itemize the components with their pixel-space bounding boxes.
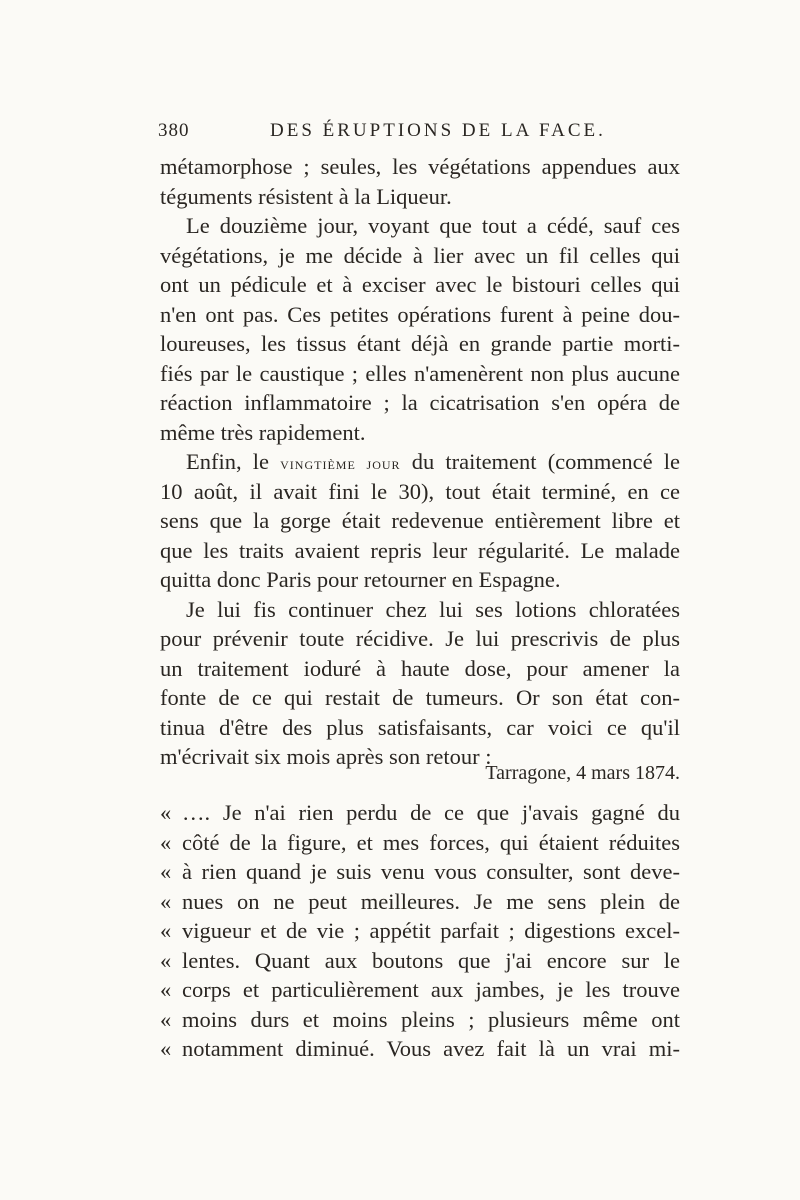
text-line: tinua d'être des plus satisfaisants, car voici ce qu'il xyxy=(160,714,680,740)
text-fragment: du traitement (commencé le xyxy=(411,449,681,474)
body-text xyxy=(160,152,680,772)
text-line: n'en ont pas. Ces petites opérations furent à peine dou- xyxy=(160,301,680,327)
quote-line xyxy=(160,798,680,828)
text-line: 10 août, il avait fini le 30), tout était terminé, en ce xyxy=(160,478,680,504)
quote-line xyxy=(160,946,680,976)
running-title: DES ÉRUPTIONS DE LA FACE. xyxy=(270,120,606,141)
quote-text: …. Je n'ai rien perdu de ce que j'avais gagné du xyxy=(182,800,680,825)
text-line: réaction inflammatoire ; la cicatrisation s'en opéra de xyxy=(160,390,680,415)
quoted-letter xyxy=(160,798,680,1064)
quote-text: côté de la figure, et mes forces, qui étaient réduites xyxy=(182,829,680,855)
text-line-with-smallcaps xyxy=(160,447,680,477)
text-line: même très rapidement. xyxy=(160,419,366,445)
quote-line xyxy=(160,916,680,946)
text-line: fonte de ce qui restait de tumeurs. Or son état con- xyxy=(160,685,680,710)
quote-line xyxy=(160,887,680,917)
text-fragment: Enfin, le xyxy=(186,449,269,474)
quote-line xyxy=(160,828,680,858)
guillemet: « xyxy=(160,947,172,973)
text-line: pour prévenir toute récidive. Je lui prescrivis de plus xyxy=(160,626,680,651)
text-line: m'écrivait six mois après son retour : xyxy=(160,744,492,769)
quote-line xyxy=(160,1005,680,1035)
quote-text: notamment diminué. Vous avez fait là un vrai mi- xyxy=(182,1036,680,1061)
quote-line xyxy=(160,857,680,887)
guillemet: « xyxy=(160,918,172,943)
guillemet: « xyxy=(160,800,172,825)
quote-line xyxy=(160,975,680,1005)
guillemet: « xyxy=(160,1006,172,1032)
guillemet: « xyxy=(160,859,172,884)
text-line: métamorphose ; seules, les végétations appendues aux xyxy=(160,154,680,179)
guillemet: « xyxy=(160,977,172,1002)
guillemet: « xyxy=(160,1036,172,1061)
text-line: végétations, je me décide à lier avec un fil celles qui xyxy=(160,242,680,268)
guillemet: « xyxy=(160,888,172,914)
smallcaps-phrase: vingtième jour xyxy=(280,454,401,473)
text-line: Le douzième jour, voyant que tout a cédé, sauf ces xyxy=(186,213,680,238)
page-number: 380 xyxy=(158,120,190,141)
text-line: téguments résistent à la Liqueur. xyxy=(160,183,452,209)
quote-text: lentes. Quant aux boutons que j'ai encore sur le xyxy=(182,947,680,973)
quote-text: nues on ne peut meilleures. Je me sens plein de xyxy=(182,888,680,914)
text-line: quitta donc Paris pour retourner en Espagne. xyxy=(160,567,561,592)
text-line: loureuses, les tissus étant déjà en grande partie morti- xyxy=(160,331,680,356)
letter-dateline: Tarragone, 4 mars 1874. xyxy=(485,762,680,784)
text-line: Je lui fis continuer chez lui ses lotions chloratées xyxy=(186,596,680,622)
quote-line xyxy=(160,1034,680,1064)
guillemet: « xyxy=(160,829,172,855)
text-line: ont un pédicule et à exciser avec le bistouri celles qui xyxy=(160,272,680,297)
running-head xyxy=(158,120,678,146)
text-line: un traitement ioduré à haute dose, pour amener la xyxy=(160,655,680,681)
quote-text: à rien quand je suis venu vous consulter, sont deve- xyxy=(182,859,680,884)
text-line: que les traits avaient repris leur régularité. Le malade xyxy=(160,537,680,563)
text-line: sens que la gorge était redevenue entièrement libre et xyxy=(160,508,680,533)
quote-text: vigueur et de vie ; appétit parfait ; digestions excel- xyxy=(182,918,680,943)
quote-text: moins durs et moins pleins ; plusieurs même ont xyxy=(182,1006,680,1032)
text-line: fiés par le caustique ; elles n'amenèrent non plus aucune xyxy=(160,360,680,386)
quote-text: corps et particulièrement aux jambes, je les trouve xyxy=(182,977,680,1002)
